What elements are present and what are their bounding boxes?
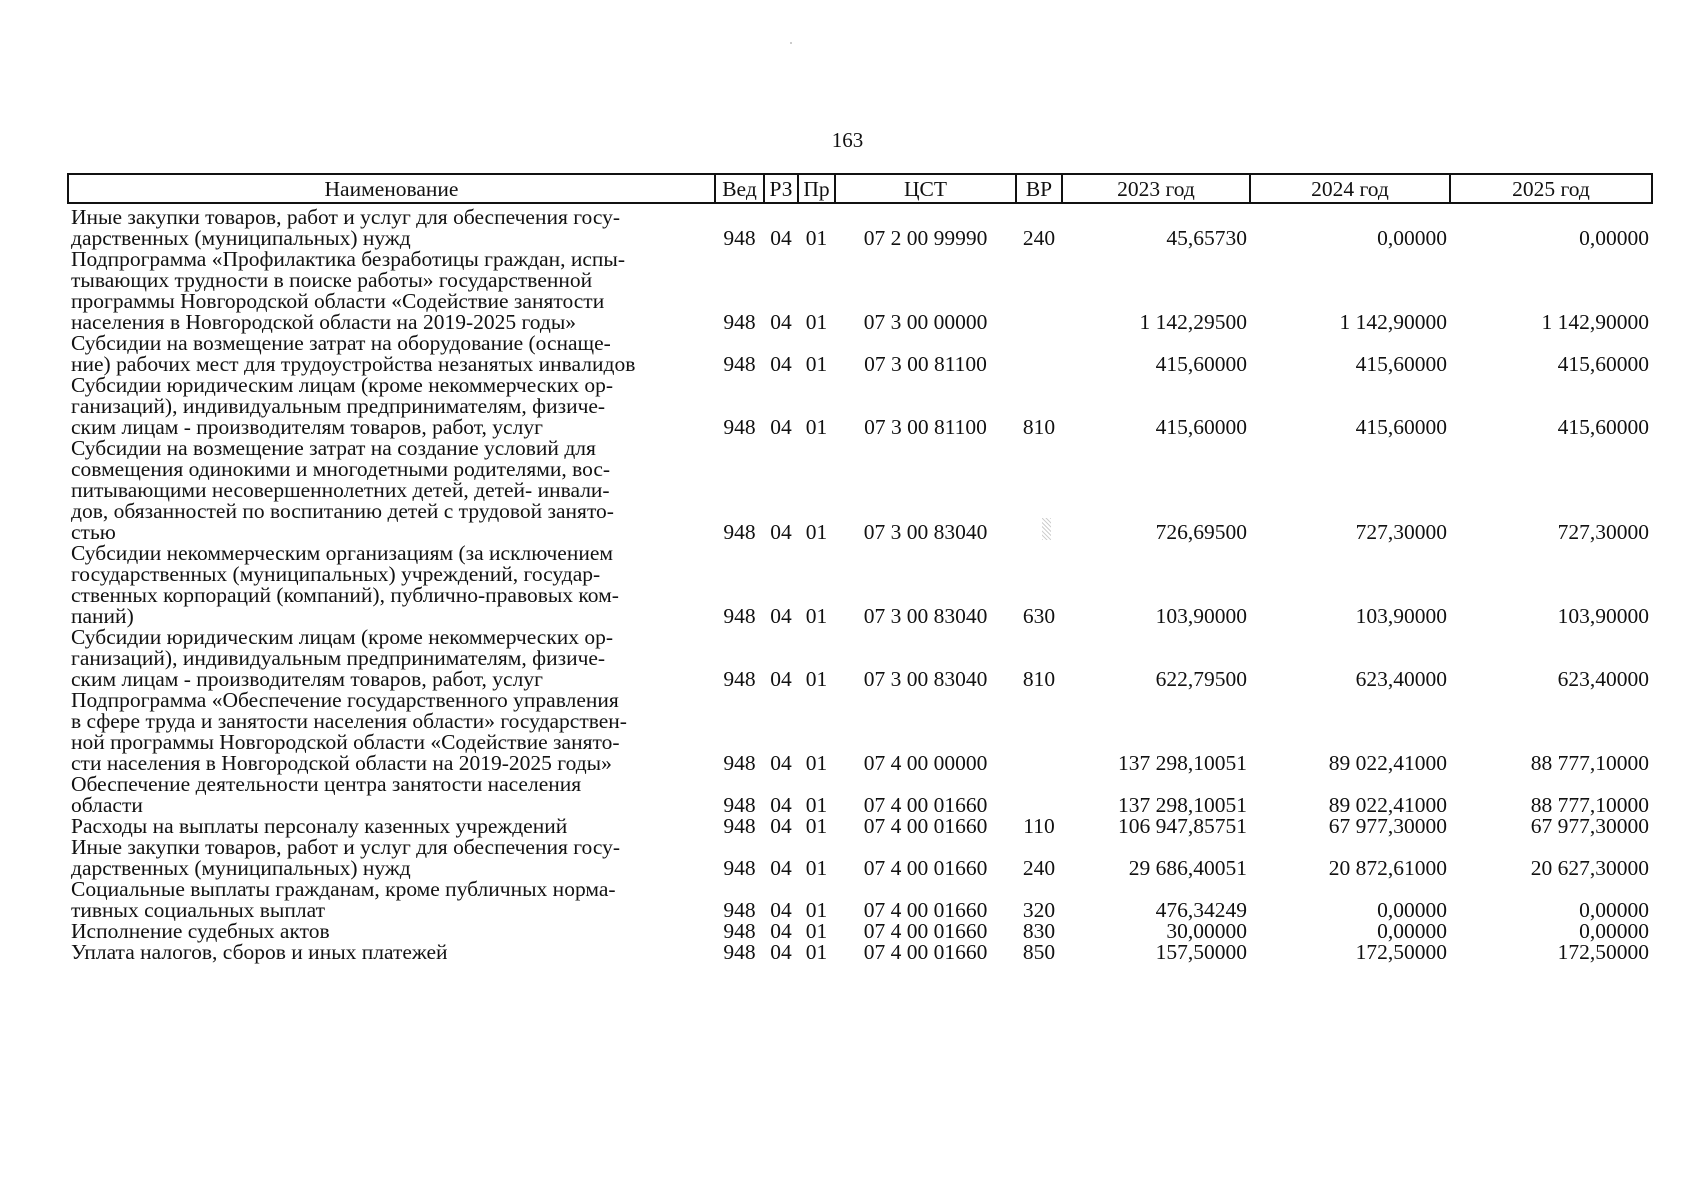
header-name: Наименование xyxy=(68,174,715,203)
row-name-line: стью xyxy=(71,520,116,544)
row-2023: 137 298,10051 xyxy=(1118,793,1247,817)
row-2024: 67 977,30000 xyxy=(1328,814,1447,838)
row-2025: 415,60000 xyxy=(1557,415,1649,439)
row-vr: 110 xyxy=(1023,814,1055,838)
row-pr: 01 xyxy=(805,604,828,628)
row-ved: 948 xyxy=(723,520,756,544)
row-name-line: ганизаций), индивидуальным предпринимателям, физиче- xyxy=(71,394,606,418)
row-pr: 01 xyxy=(805,814,828,838)
row-vr xyxy=(1016,438,1062,543)
row-name xyxy=(68,627,715,690)
row-vr: 240 xyxy=(1022,856,1056,880)
row-2024: 103,90000 xyxy=(1355,604,1447,628)
row-name-line: Исполнение судебных актов xyxy=(71,919,330,943)
row-ved: 948 xyxy=(723,226,756,250)
row-2025: 727,30000 xyxy=(1557,520,1649,544)
table-row xyxy=(68,690,1652,774)
row-name-line: Субсидии некоммерческим организациям (за исключением xyxy=(71,541,614,565)
header-pr: Пр xyxy=(798,174,835,203)
row-cst: 07 3 00 81100 xyxy=(864,415,987,439)
row-pr: 01 xyxy=(805,751,828,775)
row-name-line: государственных (муниципальных) учреждений, государ- xyxy=(71,562,601,586)
scan-dot xyxy=(790,42,792,44)
row-2023: 157,50000 xyxy=(1155,940,1247,964)
row-rz: 04 xyxy=(770,856,792,880)
row-name-line: тывающих трудности в поиске работы» государственной xyxy=(71,268,593,292)
row-2023: 45,65730 xyxy=(1166,226,1247,250)
row-rz: 04 xyxy=(770,751,792,775)
table-row xyxy=(68,879,1652,921)
row-2023: 137 298,10051 xyxy=(1118,751,1247,775)
row-2025: 172,50000 xyxy=(1557,940,1649,964)
row-2024: 20 872,61000 xyxy=(1328,856,1447,880)
row-cst: 07 2 00 99990 xyxy=(863,226,988,250)
row-2025: 20 627,30000 xyxy=(1530,856,1649,880)
table-row xyxy=(68,921,1652,942)
table-row xyxy=(68,942,1652,963)
row-vr: 810 xyxy=(1022,667,1056,691)
row-name-line: Обеспечение деятельности центра занятости населения xyxy=(71,772,582,796)
row-2025: 88 777,10000 xyxy=(1530,793,1649,817)
row-pr: 01 xyxy=(805,667,828,691)
row-cst: 07 4 00 01660 xyxy=(863,856,988,880)
row-name xyxy=(68,690,715,774)
row-cst: 07 4 00 01660 xyxy=(863,814,988,838)
row-rz: 04 xyxy=(770,814,792,838)
row-vr: 850 xyxy=(1022,940,1056,964)
table-row xyxy=(68,774,1652,816)
header-cst: ЦСТ xyxy=(835,174,1016,203)
row-cst: 07 3 00 81100 xyxy=(864,352,987,376)
row-name-line: ским лицам - производителям товаров, работ, услуг xyxy=(71,667,543,691)
row-pr: 01 xyxy=(805,226,828,250)
row-cst: 07 3 00 83040 xyxy=(863,520,988,544)
row-2025: 0,00000 xyxy=(1579,919,1649,943)
row-name-line: питывающими несовершеннолетних детей, детей- инвали- xyxy=(71,478,610,502)
row-2025: 88 777,10000 xyxy=(1530,751,1649,775)
row-2024: 0,00000 xyxy=(1377,898,1447,922)
row-name-line: Субсидии на возмещение затрат на оборудование (оснаще- xyxy=(71,331,611,355)
table-row xyxy=(68,438,1652,543)
row-ved: 948 xyxy=(723,415,756,439)
row-name-line: Субсидии юридическим лицам (кроме некоммерческих ор- xyxy=(71,625,614,649)
row-2023: 29 686,40051 xyxy=(1128,856,1247,880)
row-2023: 622,79500 xyxy=(1155,667,1247,691)
row-ved: 948 xyxy=(723,898,756,922)
row-cst: 07 4 00 00000 xyxy=(863,751,988,775)
row-rz: 04 xyxy=(770,604,792,628)
row-name-line: Субсидии юридическим лицам (кроме некоммерческих ор- xyxy=(71,373,614,397)
row-rz: 04 xyxy=(770,415,792,439)
row-pr: 01 xyxy=(805,415,828,439)
row-name-line: сти населения в Новгородской области на 2019-2025 годы» xyxy=(71,751,612,775)
row-2024: 1 142,90000 xyxy=(1339,310,1447,334)
row-ved: 948 xyxy=(723,667,756,691)
row-2024: 89 022,41000 xyxy=(1328,793,1447,817)
row-2023: 30,00000 xyxy=(1166,919,1247,943)
table-header-row xyxy=(68,174,1652,203)
row-name-line: населения в Новгородской области на 2019-2025 годы» xyxy=(71,310,577,334)
row-pr: 01 xyxy=(805,310,828,334)
row-cst: 07 4 00 01660 xyxy=(863,793,988,817)
row-vr xyxy=(1016,774,1062,816)
row-rz: 04 xyxy=(770,898,792,922)
row-rz: 04 xyxy=(770,352,792,376)
row-name-line: Субсидии на возмещение затрат на создание условий для xyxy=(71,436,596,460)
row-cst: 07 4 00 01660 xyxy=(863,919,988,943)
row-ved: 948 xyxy=(723,856,756,880)
table-row xyxy=(68,375,1652,438)
row-rz: 04 xyxy=(770,520,792,544)
row-2025: 623,40000 xyxy=(1557,667,1649,691)
row-name-line: дарственных (муниципальных) нужд xyxy=(71,226,411,250)
table-row xyxy=(68,203,1652,249)
header-2023: 2023 год xyxy=(1062,174,1250,203)
page-number: 163 xyxy=(831,128,864,152)
row-2024: 415,60000 xyxy=(1355,415,1447,439)
row-2023: 476,34249 xyxy=(1155,898,1247,922)
row-vr: 240 xyxy=(1022,226,1056,250)
row-pr: 01 xyxy=(805,940,828,964)
row-name-line: ственных корпораций (компаний), публично-правовых ком- xyxy=(71,583,619,607)
header-vr: ВР xyxy=(1016,174,1062,203)
row-name xyxy=(68,375,715,438)
row-ved: 948 xyxy=(723,919,756,943)
row-2024: 623,40000 xyxy=(1355,667,1447,691)
row-pr: 01 xyxy=(805,352,828,376)
row-name-line: паний) xyxy=(71,604,134,628)
row-name-line: Иные закупки товаров, работ и услуг для обеспечения госу- xyxy=(71,205,620,229)
row-2025: 415,60000 xyxy=(1557,352,1649,376)
row-name xyxy=(68,921,715,942)
row-2023: 415,60000 xyxy=(1155,415,1247,439)
row-rz: 04 xyxy=(770,310,792,334)
row-rz: 04 xyxy=(770,940,792,964)
row-name xyxy=(68,333,715,375)
row-2024: 0,00000 xyxy=(1377,226,1447,250)
row-pr: 01 xyxy=(805,919,828,943)
row-cst: 07 4 00 01660 xyxy=(863,898,988,922)
row-name-line: совмещения одинокими и многодетными родителями, вос- xyxy=(71,457,611,481)
row-name-line: в сфере труда и занятости населения области» государствен- xyxy=(71,709,627,733)
row-name-line: ским лицам - производителям товаров, работ, услуг xyxy=(71,415,543,439)
row-ved: 948 xyxy=(723,604,756,628)
row-rz: 04 xyxy=(770,919,792,943)
row-2025: 67 977,30000 xyxy=(1530,814,1649,838)
table-row xyxy=(68,543,1652,627)
row-ved: 948 xyxy=(723,310,756,334)
row-name xyxy=(68,942,715,963)
row-name-line: дарственных (муниципальных) нужд xyxy=(71,856,411,880)
row-2024: 89 022,41000 xyxy=(1328,751,1447,775)
row-rz: 04 xyxy=(770,226,792,250)
row-name xyxy=(68,203,715,249)
row-ved: 948 xyxy=(723,814,756,838)
row-pr: 01 xyxy=(805,793,828,817)
row-2024: 727,30000 xyxy=(1355,520,1447,544)
row-name-line: Подпрограмма «Обеспечение государственного управления xyxy=(71,688,619,712)
row-vr: 320 xyxy=(1022,898,1056,922)
row-cst: 07 3 00 83040 xyxy=(863,604,988,628)
row-2023: 103,90000 xyxy=(1155,604,1247,628)
row-name-line: Подпрограмма «Профилактика безработицы граждан, испы- xyxy=(71,247,626,271)
header-rz: РЗ xyxy=(764,174,798,203)
row-vr: 630 xyxy=(1022,604,1056,628)
row-name-line: Расходы на выплаты персоналу казенных учреждений xyxy=(71,814,568,838)
row-2025: 1 142,90000 xyxy=(1541,310,1649,334)
budget-table xyxy=(67,173,1653,963)
row-vr xyxy=(1016,690,1062,774)
row-2023: 726,69500 xyxy=(1155,520,1247,544)
row-name xyxy=(68,774,715,816)
row-2023: 106 947,85751 xyxy=(1118,814,1247,838)
table-body xyxy=(68,203,1652,963)
row-ved: 948 xyxy=(723,940,756,964)
row-name-line: тивных социальных выплат xyxy=(71,898,325,922)
row-ved: 948 xyxy=(723,352,756,376)
table-row xyxy=(68,249,1652,333)
row-name xyxy=(68,438,715,543)
row-2025: 103,90000 xyxy=(1557,604,1649,628)
row-cst: 07 3 00 83040 xyxy=(863,667,988,691)
row-pr: 01 xyxy=(805,898,828,922)
row-name-line: ние) рабочих мест для трудоустройства незанятых инвалидов xyxy=(71,352,636,376)
row-2024: 0,00000 xyxy=(1377,919,1447,943)
row-pr: 01 xyxy=(805,856,828,880)
row-vr: 830 xyxy=(1022,919,1056,943)
row-name xyxy=(68,543,715,627)
row-2025: 0,00000 xyxy=(1579,226,1649,250)
row-name xyxy=(68,879,715,921)
header-ved: Вед xyxy=(715,174,764,203)
scan-speck xyxy=(1042,518,1051,540)
row-name-line: ной программы Новгородской области «Содействие занято- xyxy=(71,730,620,754)
table-row xyxy=(68,333,1652,375)
row-name-line: Иные закупки товаров, работ и услуг для обеспечения госу- xyxy=(71,835,620,859)
row-name xyxy=(68,816,715,837)
row-cst: 07 3 00 00000 xyxy=(863,310,988,334)
row-pr: 01 xyxy=(805,520,828,544)
row-vr xyxy=(1016,249,1062,333)
row-name xyxy=(68,249,715,333)
row-rz: 04 xyxy=(770,793,792,817)
row-rz: 04 xyxy=(770,667,792,691)
row-name-line: области xyxy=(71,793,143,817)
row-name-line: программы Новгородской области «Содействие занятости xyxy=(71,289,605,313)
row-name-line: ганизаций), индивидуальным предпринимателям, физиче- xyxy=(71,646,606,670)
row-2023: 1 142,29500 xyxy=(1139,310,1247,334)
row-name xyxy=(68,837,715,879)
row-vr xyxy=(1016,333,1062,375)
table-row xyxy=(68,627,1652,690)
table-row xyxy=(68,837,1652,879)
row-cst: 07 4 00 01660 xyxy=(863,940,988,964)
row-2024: 415,60000 xyxy=(1355,352,1447,376)
header-2025: 2025 год xyxy=(1450,174,1652,203)
row-vr: 810 xyxy=(1022,415,1056,439)
row-name-line: Социальные выплаты гражданам, кроме публичных норма- xyxy=(71,877,616,901)
row-ved: 948 xyxy=(723,793,756,817)
row-2023: 415,60000 xyxy=(1155,352,1247,376)
row-2024: 172,50000 xyxy=(1355,940,1447,964)
row-name-line: дов, обязанностей по воспитанию детей с трудовой занято- xyxy=(71,499,614,523)
row-2025: 0,00000 xyxy=(1579,898,1649,922)
row-name-line: Уплата налогов, сборов и иных платежей xyxy=(71,940,448,964)
table-row xyxy=(68,816,1652,837)
row-ved: 948 xyxy=(723,751,756,775)
header-2024: 2024 год xyxy=(1250,174,1450,203)
